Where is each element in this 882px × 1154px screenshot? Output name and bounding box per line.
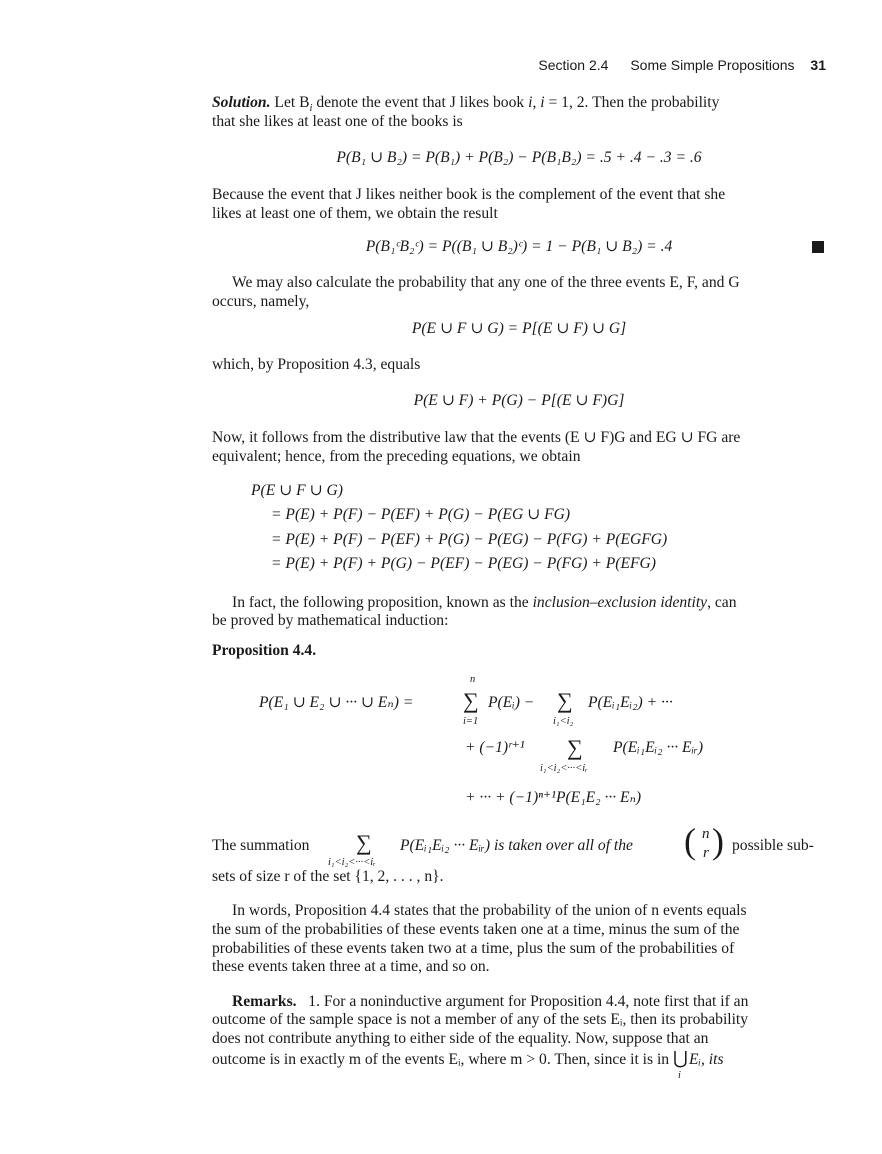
- section-title: Some Simple Propositions: [630, 57, 795, 73]
- text-in-fact: In fact, the following proposition, known as the: [232, 594, 533, 611]
- proposition-heading: Proposition 4.4.: [212, 642, 317, 659]
- paragraph-complement-line-1: Because the event that J likes neither book is the complement of the event that she: [212, 186, 726, 203]
- proposition-lhs: P(E₁ ∪ E₂ ∪ ··· ∪ Eₙ) =: [259, 694, 414, 711]
- proposition-row-2-sign: + (−1)ʳ⁺¹: [465, 739, 525, 756]
- sum-upper-limit: n: [470, 674, 476, 685]
- solution-text-2: denote the event that J likes book: [312, 94, 529, 111]
- big-union-symbol: ⋃ i: [673, 1049, 689, 1067]
- text-can: , can: [707, 594, 737, 611]
- equation-expansion-line-3: = P(E) + P(F) − P(EF) + P(G) − P(EG) − P(FG) + P(EGFG): [271, 531, 668, 548]
- binomial-right-paren: ): [712, 821, 724, 861]
- proposition-row-2-term: P(Eᵢ₁Eᵢ₂ ··· Eᵢᵣ): [613, 739, 704, 756]
- equation-expansion-line-4: = P(E) + P(F) + P(G) − P(EF) − P(EG) − P(FG) + P(EFG): [271, 555, 656, 572]
- proposition-row-3: + ··· + (−1)ⁿ⁺¹P(E₁E₂ ··· Eₙ): [465, 789, 642, 806]
- paragraph-in-words-line-4: these events taken three at a time, and so on.: [212, 958, 490, 975]
- paragraph-in-words-line-1: In words, Proposition 4.4 states that the probability of the union of n events equals: [232, 902, 747, 919]
- solution-text-1: Let B: [274, 94, 310, 111]
- binomial-left-paren: (: [684, 821, 696, 861]
- equation-expansion-line-1: P(E ∪ F ∪ G): [251, 482, 343, 499]
- paragraph-in-words-line-2: the sum of the probabilities of these events taken one at a time, minus the sum of the: [212, 921, 740, 938]
- binomial-bottom: r: [703, 845, 709, 861]
- paragraph-distributive-line-2: equivalent; hence, from the preceding equations, we obtain: [212, 448, 581, 465]
- summation-symbol: ∑: [463, 688, 479, 713]
- summation-text-1: The summation: [212, 837, 310, 854]
- remarks-line-3: does not contribute anything to either side of the equality. Now, suppose that an: [212, 1030, 709, 1047]
- equation-complement: P(B₁ᶜB₂ᶜ) = P((B₁ ∪ B₂)ᶜ) = 1 − P(B₁ ∪ B₂) = .4: [365, 238, 673, 255]
- remarks-text-1: 1. For a noninductive argument for Proposition 4.4, note first that if an: [308, 993, 749, 1010]
- proposition-term-1: P(Eᵢ) −: [488, 694, 535, 711]
- summation-symbol: ∑: [567, 735, 583, 760]
- remarks-line-2: outcome of the sample space is not a member of any of the sets Eᵢ, then its probability: [212, 1011, 749, 1028]
- summation-symbol: ∑: [557, 688, 573, 713]
- summation-symbol: ∑: [356, 830, 372, 855]
- sum-lower-limit: i₁<i₂<···<iᵣ: [328, 857, 376, 868]
- remarks-text-4b: Eᵢ, its: [689, 1051, 724, 1068]
- paragraph-three-events-line-2: occurs, namely,: [212, 293, 310, 310]
- binomial-top: n: [702, 826, 710, 842]
- union-index: i: [678, 1070, 681, 1081]
- paragraph-complement-line-2: likes at least one of them, we obtain the result: [212, 205, 498, 222]
- paragraph-in-words-line-3: probabilities of these events taken two at a time, plus the sum of the probabilities of: [212, 940, 735, 957]
- sum-lower-limit: i₁<i₂<···<iᵣ: [540, 763, 588, 774]
- proposition-term-2: P(Eᵢ₁Eᵢ₂) + ···: [588, 694, 673, 711]
- remarks-text-4a: outcome is in exactly m of the events Eᵢ, where m > 0. Then, since it is in: [212, 1051, 674, 1068]
- paragraph-three-events-line-1: We may also calculate the probability that any one of the three events E, F, and G: [232, 274, 740, 291]
- running-head: [212, 57, 826, 73]
- solution-line-1: Solution. Let $B_i$ denote the event that J likes book i, i = 1, 2. Then the probability: [212, 94, 720, 115]
- summation-line-2: sets of size r of the set {1, 2, . . . , n}.: [212, 868, 444, 885]
- remarks-label: Remarks.: [232, 993, 297, 1010]
- solution-label: Solution.: [212, 94, 271, 111]
- equation-expansion-line-2: = P(E) + P(F) − P(EF) + P(G) − P(EG ∪ FG): [271, 506, 571, 523]
- equation-union-b: P(B₁ ∪ B₂) = P(B₁) + P(B₂) − P(B₁B₂) = .5 + .4 − .3 = .6: [336, 149, 702, 166]
- equation-efg-union: P(E ∪ F ∪ G) = P[(E ∪ F) ∪ G]: [411, 320, 627, 337]
- solution-text-3: = 1, 2. Then the probability: [544, 94, 720, 111]
- section-number: Section 2.4: [538, 57, 609, 73]
- summation-text-2: P(Eᵢ₁Eᵢ₂ ··· Eᵢᵣ) is taken over all of the: [400, 837, 633, 854]
- end-of-proof-square: [812, 241, 824, 253]
- paragraph-inclusion-exclusion-line-2: be proved by mathematical induction:: [212, 612, 449, 629]
- sum-lower-limit: i=1: [463, 716, 479, 727]
- term-inclusion-exclusion: inclusion–exclusion identity: [532, 594, 708, 611]
- solution-line-2: that she likes at least one of the books is: [212, 113, 463, 130]
- paragraph-distributive-line-1: Now, it follows from the distributive law that the events (E ∪ F)G and EG ∪ FG are: [212, 429, 741, 446]
- remarks-line-4: [212, 1048, 724, 1081]
- summation-text-3: possible sub-: [732, 837, 814, 854]
- equation-equals: P(E ∪ F) + P(G) − P[(E ∪ F)G]: [413, 392, 625, 409]
- paragraph-inclusion-exclusion-line-1: [232, 594, 826, 612]
- page-number: 31: [810, 57, 826, 73]
- remarks-line-1: [232, 993, 748, 1011]
- paragraph-proposition-ref: which, by Proposition 4.3, equals: [212, 356, 421, 373]
- sum-lower-limit: i₁<i₂: [553, 716, 574, 727]
